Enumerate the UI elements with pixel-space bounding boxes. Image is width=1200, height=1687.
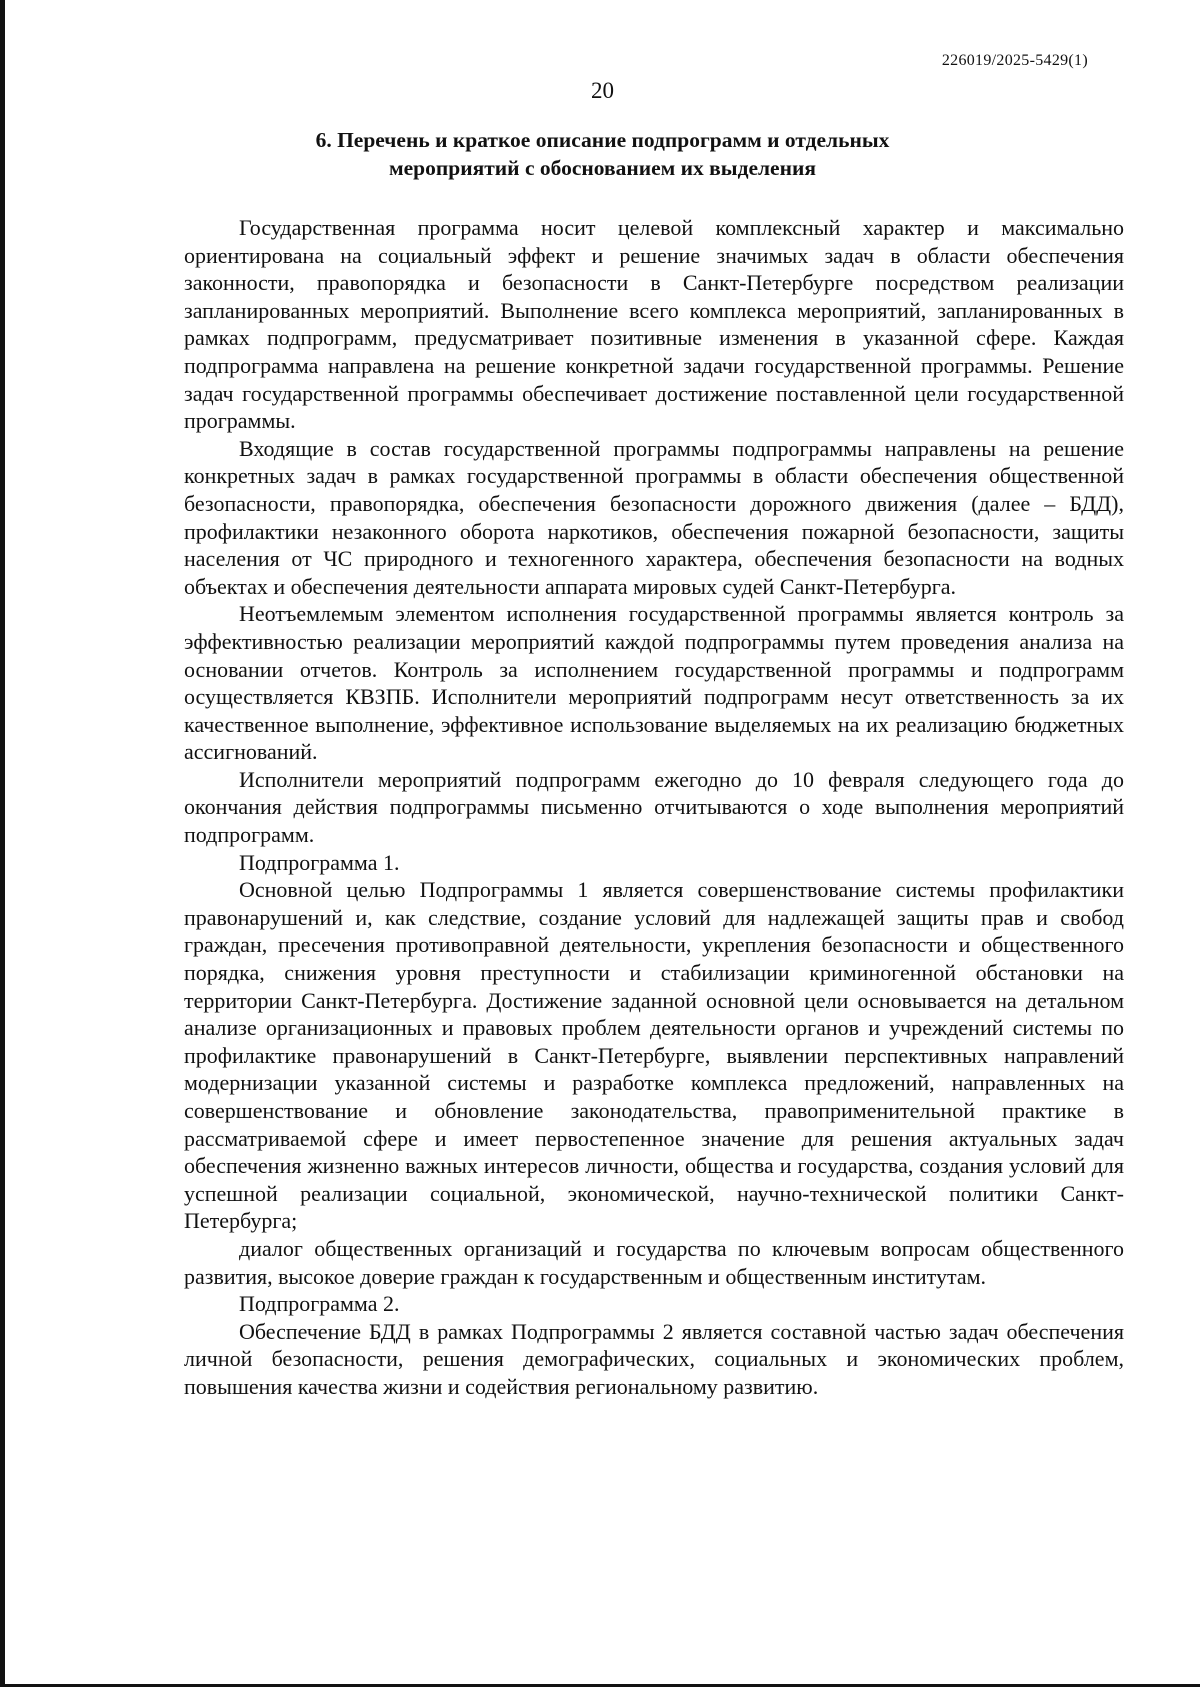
paragraph-subprogram-1-dialogue: диалог общественных организаций и государства по ключевым вопросам общественного развития, высокое доверие граждан к государственным и общественным институтам. xyxy=(184,1235,1124,1289)
subprogram-1-heading: Подпрограмма 1. xyxy=(239,849,400,875)
paragraph-subprogram-1-goal: Основной целью Подпрограммы 1 является совершенствование системы профилактики правонарушений и, как следствие, создание условий для надлежащей защиты прав и свобод граждан, пресечения противоправной деятельности, укрепления безопасности и общественного порядка, снижения уровня преступности и стабилизации криминогенной обстановки на территории Санкт-Петербурга. Достижение заданной основной цели основывается на детальном анализе организационных и правовых проблем деятельности органов и учреждений системы по профилактике правонарушений в Санкт-Петербурге, выявлении перспективных направлений модернизации указанной системы и разработке комплекса предложений, направленных на совершенствование и обновление законодательства, правоприменительной практике в рассматриваемой сфере и имеет первостепенное значение для решения актуальных задач обеспечения жизненно важных интересов личности, общества и государства, создания условий для успешной реализации социальной, экономической, научно-технической политики Санкт-Петербурга; xyxy=(184,877,1124,1234)
paragraph-subprograms-scope: Входящие в состав государственной программы подпрограммы направлены на решение конкретных задач в рамках государственной программы в области обеспечения общественной безопасности, правопорядка, обеспечения безопасности дорожного движения (далее – БДД), профилактики незаконного оборота наркотиков, обеспечения пожарной безопасности, защиты населения от ЧС природного и техногенного характера, обеспечения безопасности на водных объектах и обеспечения деятельности аппарата мировых судей Санкт-Петербурга. xyxy=(184,435,1124,599)
document-body xyxy=(184,214,1124,1401)
page-number: 20 xyxy=(591,78,614,103)
paragraph-control: Неотъемлемым элементом исполнения государственной программы является контроль за эффективностью реализации мероприятий каждой подпрограммы путем проведения анализа на основании отчетов. Контроль за исполнением государственной программы и подпрограмм осуществляется КВЗПБ. Исполнители мероприятий подпрограмм несут ответственность за их качественное выполнение, эффективное использование выделяемых на их реализацию бюджетных ассигнований. xyxy=(184,601,1124,765)
paragraph-reporting: Исполнители мероприятий подпрограмм ежегодно до 10 февраля следующего года до окончания действия подпрограммы письменно отчитываются о ходе выполнения мероприятий подпрограмм. xyxy=(184,766,1124,848)
section-heading-line-2: мероприятий с обоснованием их выделения xyxy=(388,156,817,180)
paragraph-program-overview: Государственная программа носит целевой комплексный характер и максимально ориентирована на социальный эффект и решение значимых задач в области обеспечения законности, правопорядка и безопасности в Санкт-Петербурге посредством реализации запланированных мероприятий. Выполнение всего комплекса мероприятий, запланированных в рамках подпрограмм, предусматривает позитивные изменения в указанной сфере. Каждая подпрограмма направлена на решение конкретной задачи государственной программы. Решение задач государственной программы обеспечивает достижение поставленной цели государственной программы. xyxy=(184,215,1124,434)
section-heading-line-1: 6. Перечень и краткое описание подпрограмм и отдельных xyxy=(315,128,890,152)
paragraph-subprogram-2-bdd: Обеспечение БДД в рамках Подпрограммы 2 является составной частью задач обеспечения личной безопасности, решения демографических, социальных и экономических проблем, повышения качества жизни и содействия региональному развитию. xyxy=(184,1318,1124,1399)
subprogram-2-heading: Подпрограмма 2. xyxy=(239,1291,400,1317)
document-registration-number: 226019/2025-5429(1) xyxy=(941,52,1088,69)
section-heading xyxy=(165,126,1040,182)
